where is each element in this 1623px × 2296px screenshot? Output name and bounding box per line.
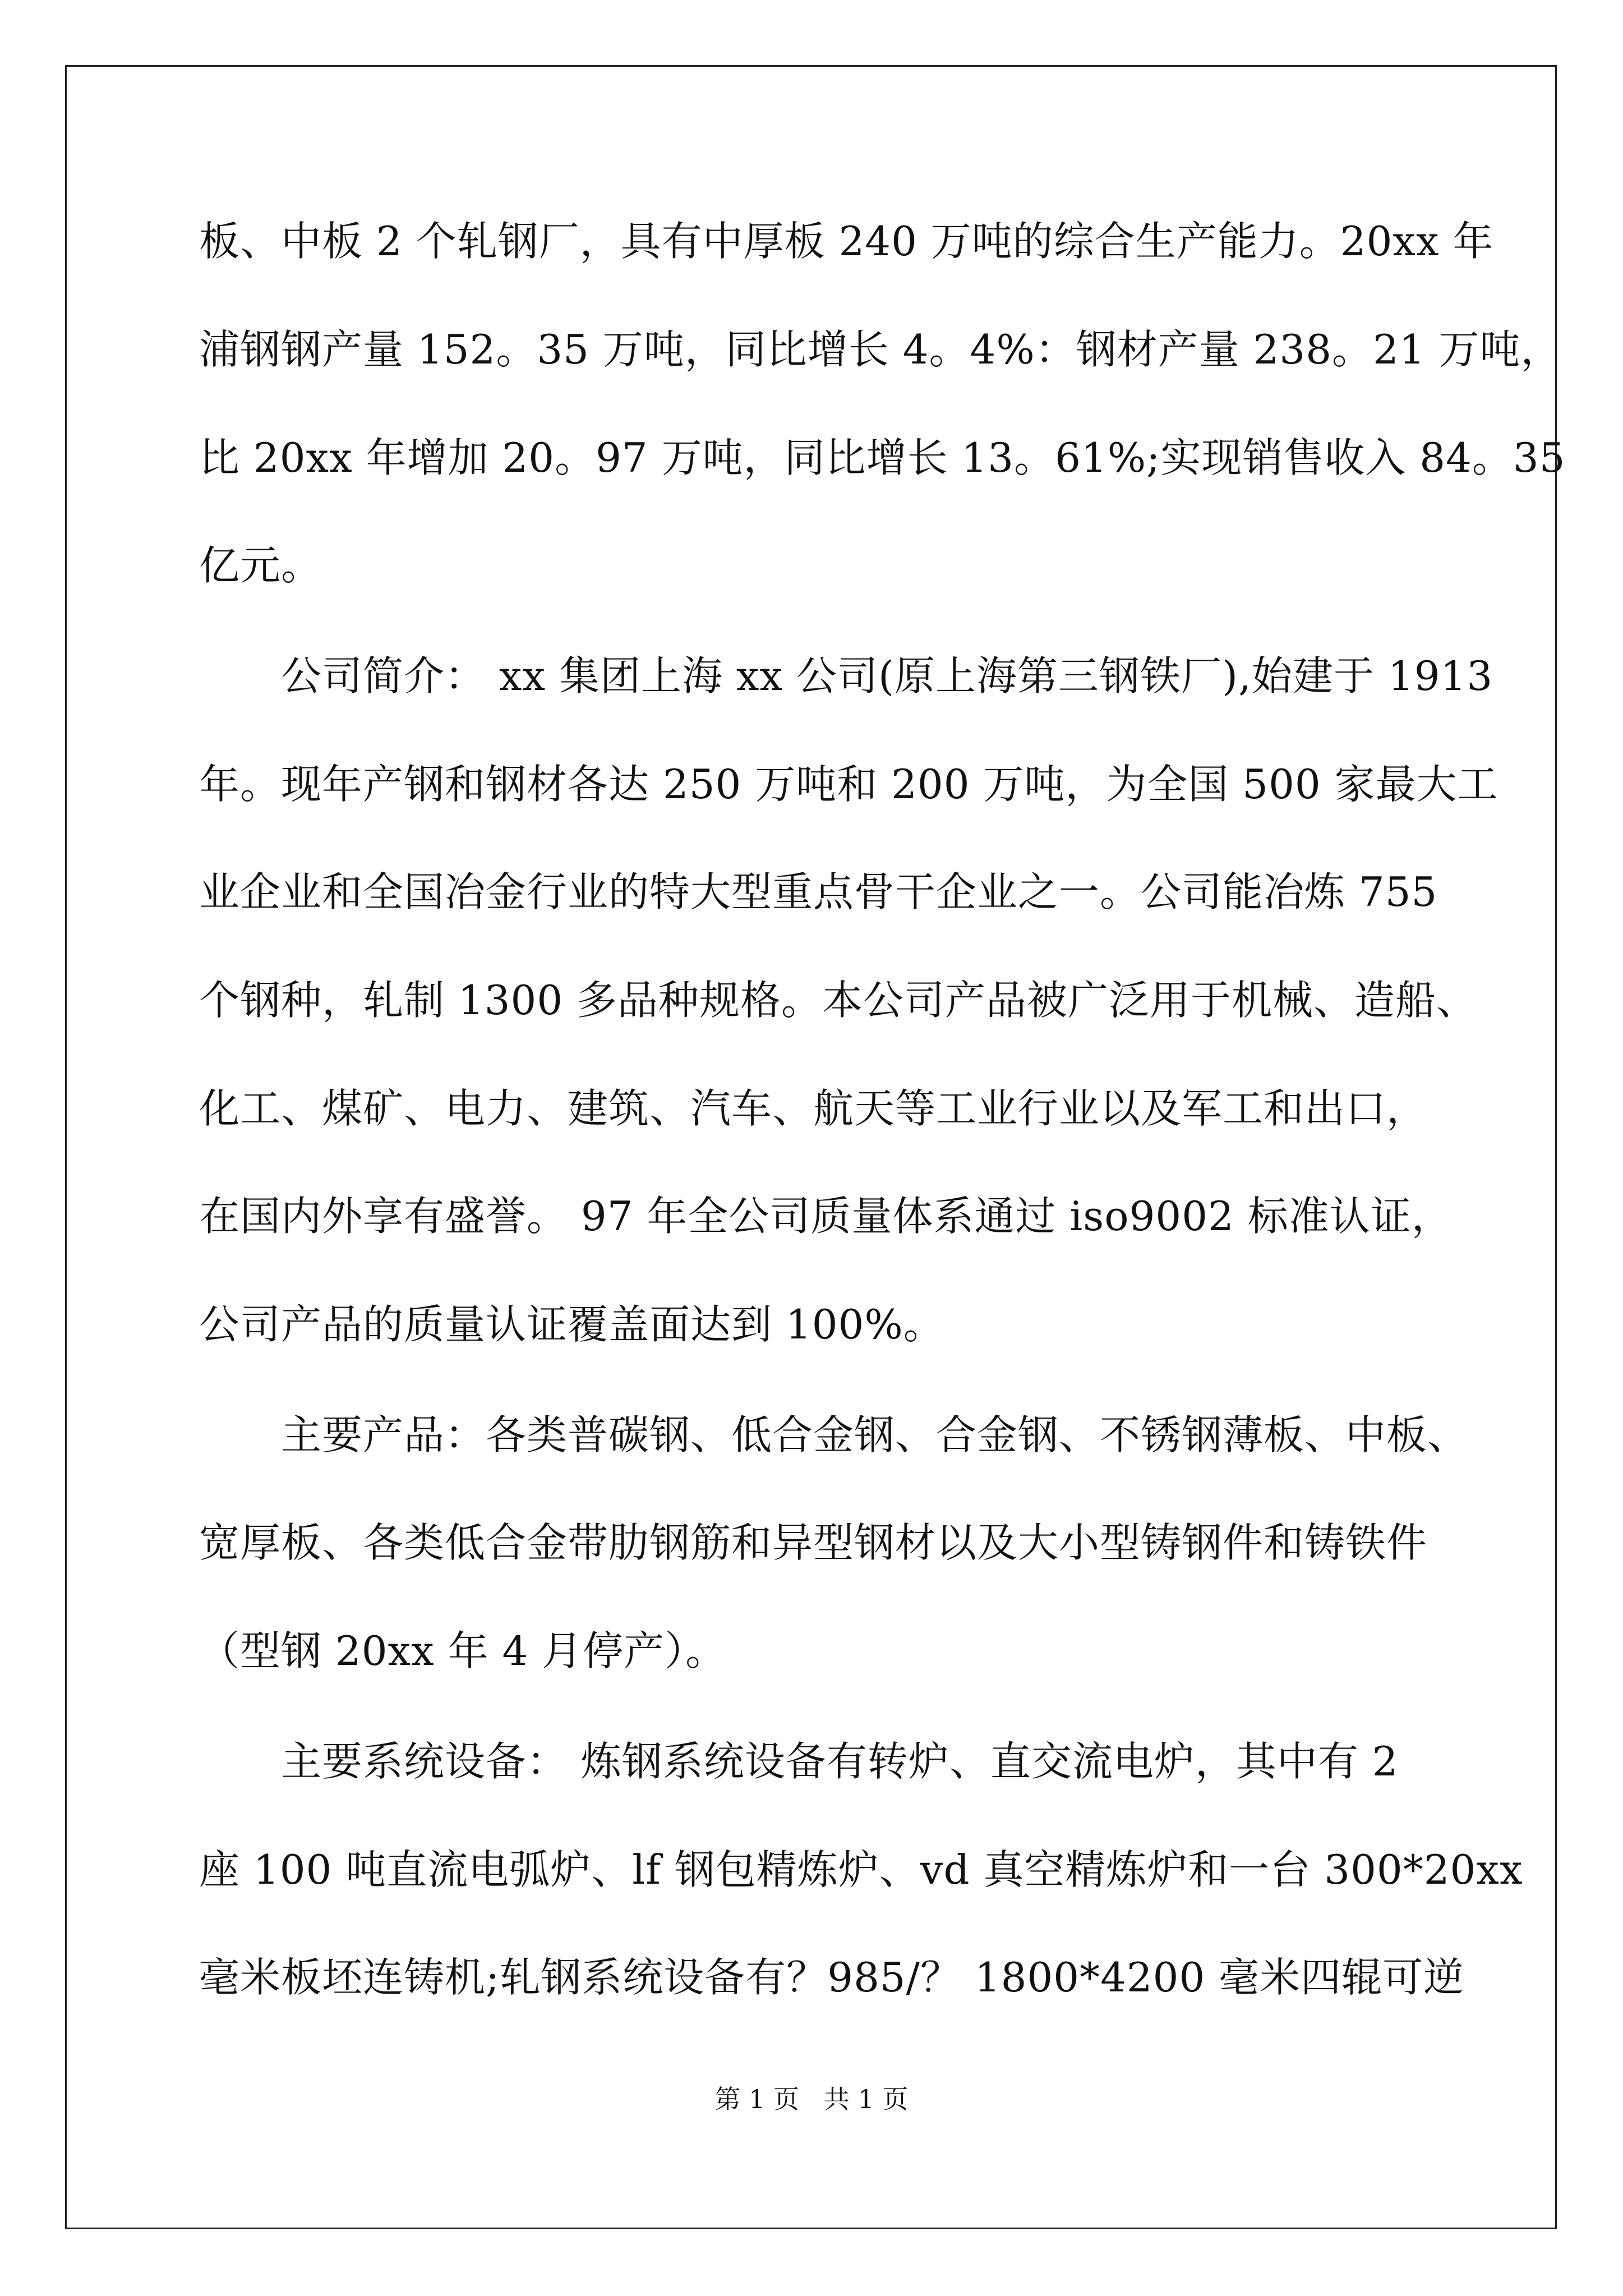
paragraph-start: 主要产品：各类普碳钢、低合金钢、合金钢、不锈钢薄板、中板、 [199,1411,1469,1458]
text-line: 板、中板 2 个轧钢厂，具有中厚板 240 万吨的综合生产能力。20xx 年 [199,218,1494,265]
text-line: 亿元。 [199,542,322,589]
text-line: （型钢 20xx 年 4 月停产）。 [199,1627,727,1674]
page-border [65,65,1557,2229]
text-line: 浦钢钢产量 152。35 万吨，同比增长 4。4%：钢材产量 238。21 万吨， [199,326,1562,373]
paragraph-start: 公司简介： xx 集团上海 xx 公司(原上海第三钢铁厂),始建于 1913 [199,652,1493,700]
text-line: 个钢种，轧制 1300 多品种规格。本公司产品被广泛用于机械、造船、 [199,977,1478,1024]
text-line: 在国内外享有盛誉。 97 年全公司质量体系通过 iso9002 标准认证， [199,1193,1453,1240]
text-line: 宽厚板、各类低合金带肋钢筋和异型钢材以及大小型铸钢件和铸铁件 [199,1519,1428,1566]
text-line: 化工、煤矿、电力、建筑、汽车、航天等工业行业以及军工和出口， [199,1085,1428,1132]
text-line: 比 20xx 年增加 20。97 万吨，同比增长 13。61%;实现销售收入 84。35 [199,434,1566,481]
page-number: 第 1 页 共 1 页 [714,2084,909,2114]
text-line: 毫米板坯连铸机;轧钢系统设备有？985/？ 1800*4200 毫米四辊可逆 [199,1954,1465,2001]
text-line: 业企业和全国冶金行业的特大型重点骨干企业之一。公司能冶炼 755 [199,868,1438,915]
text-line: 座 100 吨直流电弧炉、lf 钢包精炼炉、vd 真空精炼炉和一台 300*20xx [199,1846,1523,1893]
paragraph-start: 主要系统设备： 炼钢系统设备有转炉、直交流电炉，其中有 2 [199,1738,1399,1785]
text-line: 公司产品的质量认证覆盖面达到 100%。 [199,1301,944,1348]
text-line: 年。现年产钢和钢材各达 250 万吨和 200 万吨，为全国 500 家最大工 [199,761,1498,808]
